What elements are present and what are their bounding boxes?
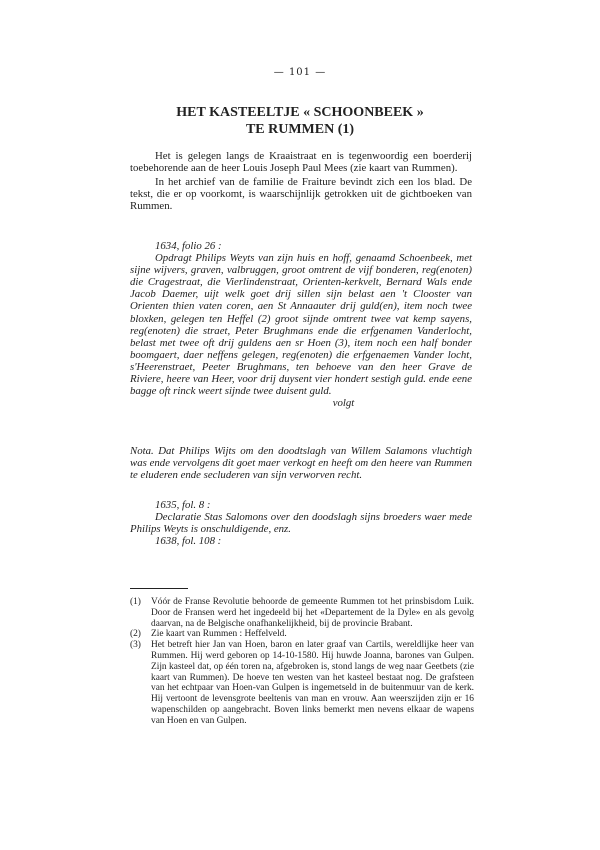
footnote-text: Zie kaart van Rummen : Heffelveld. <box>151 629 287 640</box>
entry-body: Opdragt Philips Weyts van zijn huis en hoff, genaamd Schoenbeek, met sijne wijvers, graven, valbruggen, groot omtrent de vijf bonderen, reg(enoten) die Cragestraat, die Vierlindenstraat, Orienten-kerkvelt, Bernard Wals ende Jacob Daemer, uijt welk goet drij sillen sijn belast aen 't Clooster van Orienten thien vaten coren, aen St Annaauter drij guld(en), item noch twee bloxken, gelegen ten Heffel (2) groot sijnde omtrent twee vat kemp sayens, reg(enoten) die straet, Peter Brughmans ende die erfgenamen Vanderlocht, belast met twee oft drij guldens aen sr Hoen (3), item noch een half bonder boomgaert, daer neffens gelegen, reg(enoten) die erfgenaemen Vander locht, s'Heerenstraet, Peeter Brughmans, ten behoeve van den heer Grave de Riviere, heere van Heer, voor drij duysent vier hondert sestigh guld. ende eene bagge oft rinck weert sijnde twee duisent guld. <box>130 252 472 398</box>
volgt-label: volgt <box>332 397 355 410</box>
footnote-number: (3) <box>130 640 141 651</box>
footnote-1 <box>130 597 474 629</box>
page-title <box>0 104 600 138</box>
title-line-2: TE RUMMEN (1) <box>245 122 355 137</box>
footnote-2 <box>130 629 474 640</box>
intro-paragraph-2: In het archief van de familie de Fraiture bevindt zich een los blad. De tekst, die er op voorkomt, is waarschijnlijk getrokken uit de gichtboeken van Rummen. <box>130 176 472 213</box>
nota-text: Nota. Dat Philips Wijts om den doodtslagh van Willem Salamons vluchtigh was ende vervolgens dit goet maer verkogt en heeft om den heere van Rummen te eluderen ende secluderen van sijn verworven recht. <box>130 445 472 482</box>
footnote-number: (1) <box>130 597 141 607</box>
page-number: — 101 — <box>273 67 327 78</box>
entry-heading-1638: 1638, fol. 108 : <box>155 535 222 548</box>
nota-section <box>130 445 472 481</box>
intro-paragraph-1: Het is gelegen langs de Kraaistraat en is tegenwoordig een boerderij toebehorende aan de heer Louis Joseph Paul Mees (zie kaart van Rummen). <box>130 150 472 175</box>
footnote-text: Vóór de Franse Revolutie behoorde de gemeente Rummen tot het prinsbisdom Luik. Door de Fransen werd het ingedeeld bij het «Departement de la Dyle» en als gevolg daarvan, na de Belgische onafhankelijkheid, bij de provincie Brabant. <box>151 597 474 629</box>
footnote-divider <box>130 588 188 589</box>
footnote-3 <box>130 640 474 726</box>
archive-entry-1634 <box>130 240 472 409</box>
footnote-number: (2) <box>130 629 141 640</box>
footnote-text: Het betreft hier Jan van Hoen, baron en later graaf van Cartils, wereldlijke heer van Rummen. Hij werd geboren op 14-10-1580. Hij huwde Joanna, barones van Gulpen. Zijn kasteel dat, op één toren na, afgebroken is, stond langs de weg naar Geetbets (zie kaart van Rummen). De hoeve ten westen van het kasteel bestaat nog. De grafsteen van het echtpaar van Hoen-van Gulpen is ingemetseld in de buitenmuur van de kerk. Hij vertoont de levensgrote beeltenis van man en vrouw. Aan weerszijden zijn er 16 wapenschilden op aangebracht. Boven links bemerkt men nevens elkaar de wapens van Hoen en van Gulpen. <box>151 640 474 726</box>
entry-heading: 1634, folio 26 : <box>155 240 222 252</box>
footnotes <box>130 597 474 727</box>
archive-entry-1635 <box>130 499 472 547</box>
entry-heading-1635: 1635, fol. 8 : <box>155 499 211 511</box>
intro-section <box>130 150 472 212</box>
declaratie-text: Declaratie Stas Salomons over den doodslagh sijns broeders waer mede Philips Weyts is onschuldigende, enz. <box>130 511 472 536</box>
title-line-1: HET KASTEELTJE « SCHOONBEEK » <box>176 105 424 120</box>
